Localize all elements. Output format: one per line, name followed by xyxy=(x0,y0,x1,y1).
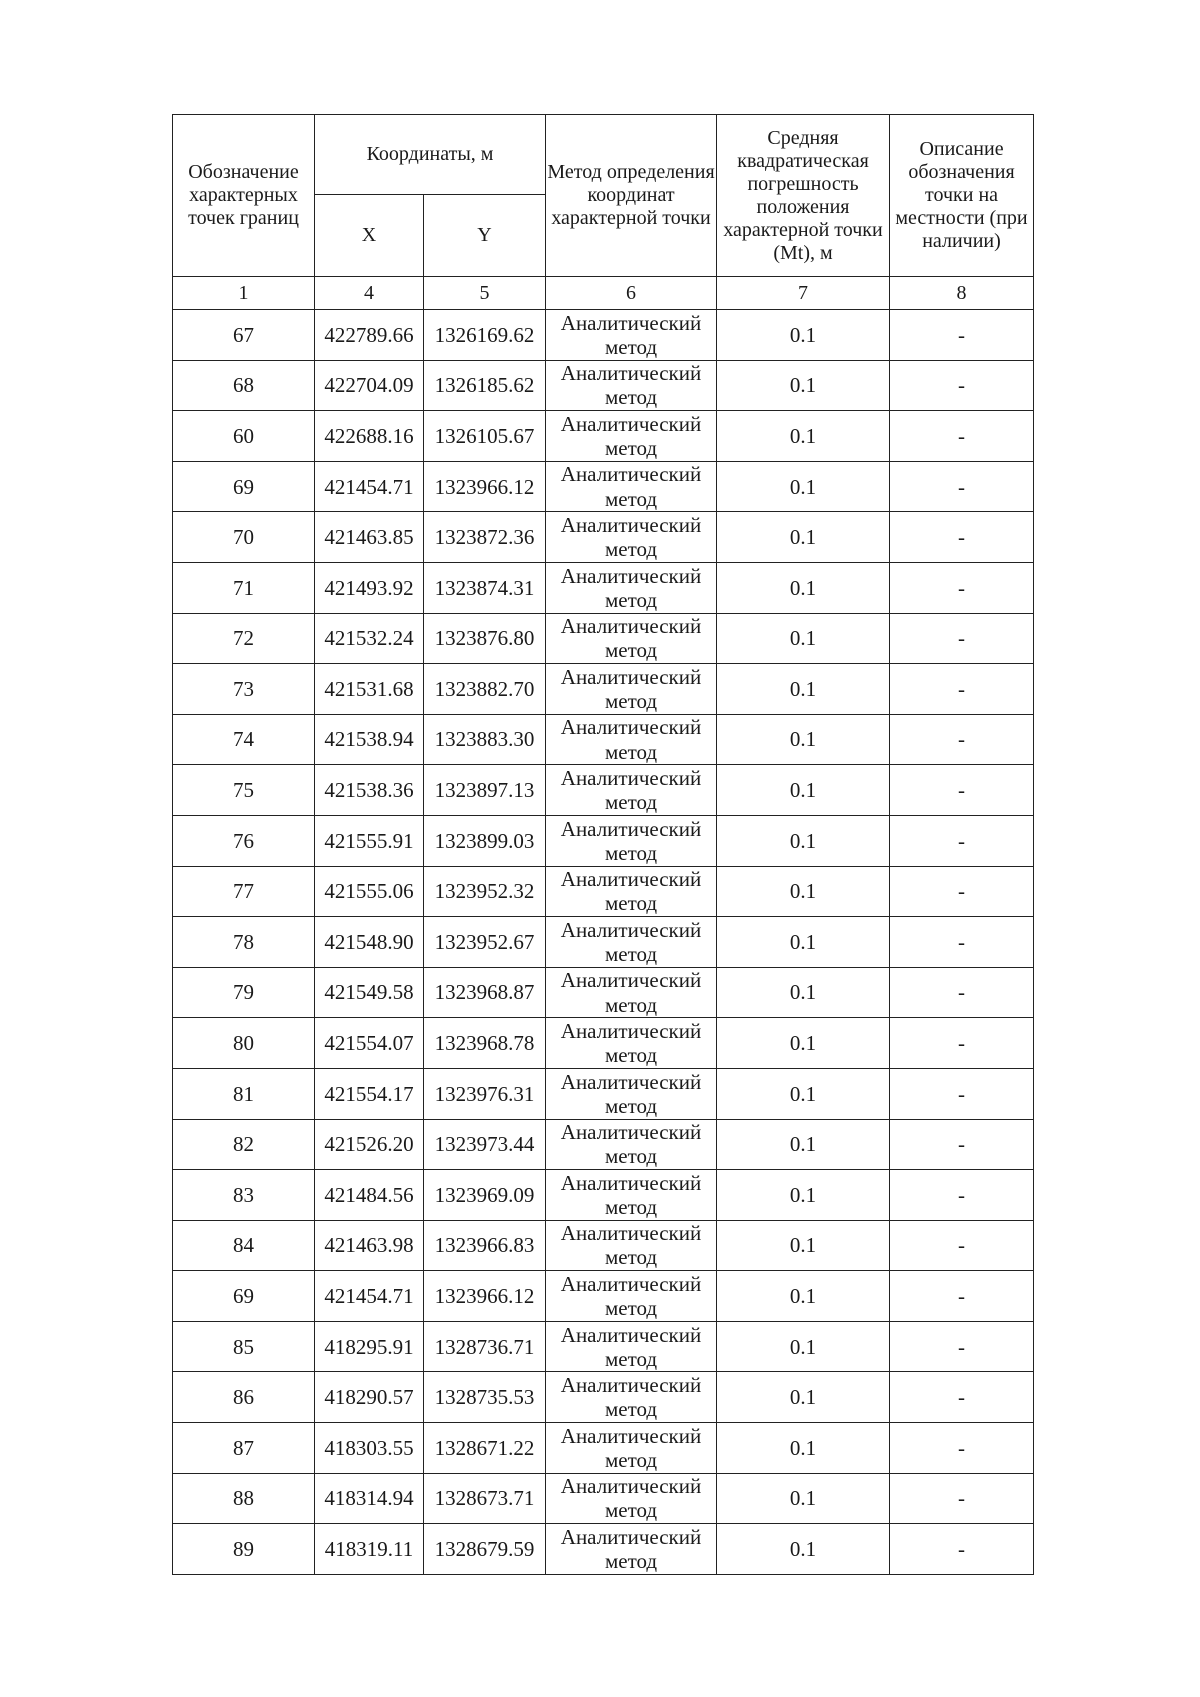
cell-point: 76 xyxy=(173,815,315,866)
cell-x: 422704.09 xyxy=(315,360,424,411)
cell-method: Аналитический метод xyxy=(546,613,717,664)
cell-description: - xyxy=(890,1220,1034,1271)
table-row xyxy=(173,917,1034,968)
cell-mt: 0.1 xyxy=(717,1524,890,1575)
cell-description: - xyxy=(890,360,1034,411)
cell-mt: 0.1 xyxy=(717,664,890,715)
cell-y: 1328679.59 xyxy=(424,1524,546,1575)
column-number-row xyxy=(173,277,1034,310)
cell-y: 1323883.30 xyxy=(424,714,546,765)
cell-x: 421548.90 xyxy=(315,917,424,968)
cell-method: Аналитический метод xyxy=(546,917,717,968)
cell-point: 78 xyxy=(173,917,315,968)
cell-x: 418319.11 xyxy=(315,1524,424,1575)
cell-description: - xyxy=(890,1372,1034,1423)
table-row xyxy=(173,1119,1034,1170)
cell-y: 1328736.71 xyxy=(424,1321,546,1372)
cell-method: Аналитический метод xyxy=(546,1119,717,1170)
cell-y: 1323969.09 xyxy=(424,1170,546,1221)
cell-description: - xyxy=(890,1473,1034,1524)
cell-point: 70 xyxy=(173,512,315,563)
table-row xyxy=(173,1321,1034,1372)
column-number: 4 xyxy=(315,277,424,310)
table-body xyxy=(173,310,1034,1575)
cell-method: Аналитический метод xyxy=(546,461,717,512)
table-row xyxy=(173,1018,1034,1069)
cell-mt: 0.1 xyxy=(717,360,890,411)
cell-mt: 0.1 xyxy=(717,1473,890,1524)
cell-x: 421454.71 xyxy=(315,1271,424,1322)
cell-description: - xyxy=(890,1423,1034,1474)
cell-y: 1323968.87 xyxy=(424,967,546,1018)
cell-description: - xyxy=(890,411,1034,462)
cell-method: Аналитический метод xyxy=(546,512,717,563)
cell-x: 422789.66 xyxy=(315,310,424,361)
cell-point: 89 xyxy=(173,1524,315,1575)
cell-mt: 0.1 xyxy=(717,1119,890,1170)
cell-y: 1323872.36 xyxy=(424,512,546,563)
coordinates-table xyxy=(172,114,1034,1575)
cell-description: - xyxy=(890,765,1034,816)
cell-method: Аналитический метод xyxy=(546,1018,717,1069)
cell-point: 82 xyxy=(173,1119,315,1170)
cell-description: - xyxy=(890,1271,1034,1322)
cell-y: 1323874.31 xyxy=(424,562,546,613)
cell-x: 421454.71 xyxy=(315,461,424,512)
cell-y: 1323966.12 xyxy=(424,461,546,512)
header-coordinates: Координаты, м xyxy=(315,115,546,195)
column-number: 8 xyxy=(890,277,1034,310)
cell-y: 1323952.67 xyxy=(424,917,546,968)
table-row xyxy=(173,765,1034,816)
header-method: Метод определения координат характерной точки xyxy=(546,115,717,277)
cell-method: Аналитический метод xyxy=(546,1524,717,1575)
column-number: 6 xyxy=(546,277,717,310)
cell-method: Аналитический метод xyxy=(546,1473,717,1524)
cell-x: 421531.68 xyxy=(315,664,424,715)
cell-description: - xyxy=(890,613,1034,664)
cell-x: 421554.17 xyxy=(315,1068,424,1119)
table-row xyxy=(173,512,1034,563)
cell-method: Аналитический метод xyxy=(546,1423,717,1474)
cell-description: - xyxy=(890,664,1034,715)
cell-point: 75 xyxy=(173,765,315,816)
cell-x: 418314.94 xyxy=(315,1473,424,1524)
table-row xyxy=(173,967,1034,1018)
cell-description: - xyxy=(890,714,1034,765)
cell-mt: 0.1 xyxy=(717,815,890,866)
table-row xyxy=(173,461,1034,512)
cell-y: 1323976.31 xyxy=(424,1068,546,1119)
cell-description: - xyxy=(890,1321,1034,1372)
table-row xyxy=(173,562,1034,613)
cell-mt: 0.1 xyxy=(717,461,890,512)
cell-mt: 0.1 xyxy=(717,714,890,765)
cell-y: 1326105.67 xyxy=(424,411,546,462)
cell-point: 85 xyxy=(173,1321,315,1372)
cell-point: 79 xyxy=(173,967,315,1018)
table-row xyxy=(173,815,1034,866)
cell-y: 1323899.03 xyxy=(424,815,546,866)
cell-point: 71 xyxy=(173,562,315,613)
cell-mt: 0.1 xyxy=(717,866,890,917)
table-row xyxy=(173,1068,1034,1119)
table-row xyxy=(173,1372,1034,1423)
header-y: Y xyxy=(424,195,546,277)
cell-method: Аналитический метод xyxy=(546,714,717,765)
cell-x: 418290.57 xyxy=(315,1372,424,1423)
table-row xyxy=(173,714,1034,765)
cell-point: 72 xyxy=(173,613,315,664)
table-row xyxy=(173,1220,1034,1271)
header-x: X xyxy=(315,195,424,277)
cell-point: 80 xyxy=(173,1018,315,1069)
cell-method: Аналитический метод xyxy=(546,1068,717,1119)
cell-point: 73 xyxy=(173,664,315,715)
table-row xyxy=(173,613,1034,664)
cell-point: 88 xyxy=(173,1473,315,1524)
cell-x: 421538.94 xyxy=(315,714,424,765)
table-row xyxy=(173,1170,1034,1221)
cell-y: 1323882.70 xyxy=(424,664,546,715)
cell-x: 421526.20 xyxy=(315,1119,424,1170)
cell-y: 1323968.78 xyxy=(424,1018,546,1069)
cell-mt: 0.1 xyxy=(717,1018,890,1069)
cell-x: 418303.55 xyxy=(315,1423,424,1474)
cell-description: - xyxy=(890,815,1034,866)
cell-point: 68 xyxy=(173,360,315,411)
column-number: 1 xyxy=(173,277,315,310)
header-description: Описание обозначения точки на местности (при наличии) xyxy=(890,115,1034,277)
cell-mt: 0.1 xyxy=(717,613,890,664)
cell-method: Аналитический метод xyxy=(546,310,717,361)
cell-mt: 0.1 xyxy=(717,411,890,462)
table-row xyxy=(173,1524,1034,1575)
column-number: 5 xyxy=(424,277,546,310)
table-row xyxy=(173,866,1034,917)
table-row xyxy=(173,1423,1034,1474)
cell-y: 1323876.80 xyxy=(424,613,546,664)
cell-y: 1323973.44 xyxy=(424,1119,546,1170)
cell-point: 81 xyxy=(173,1068,315,1119)
table-row xyxy=(173,411,1034,462)
cell-x: 421554.07 xyxy=(315,1018,424,1069)
cell-mt: 0.1 xyxy=(717,1068,890,1119)
cell-method: Аналитический метод xyxy=(546,1220,717,1271)
cell-mt: 0.1 xyxy=(717,917,890,968)
cell-y: 1323966.12 xyxy=(424,1271,546,1322)
cell-point: 69 xyxy=(173,461,315,512)
cell-point: 69 xyxy=(173,1271,315,1322)
cell-y: 1328673.71 xyxy=(424,1473,546,1524)
cell-x: 421549.58 xyxy=(315,967,424,1018)
cell-description: - xyxy=(890,310,1034,361)
cell-y: 1323966.83 xyxy=(424,1220,546,1271)
table-row xyxy=(173,360,1034,411)
header-designation: Обозначение характерных точек границ xyxy=(173,115,315,277)
cell-mt: 0.1 xyxy=(717,310,890,361)
cell-method: Аналитический метод xyxy=(546,664,717,715)
table-row xyxy=(173,310,1034,361)
table-row xyxy=(173,1473,1034,1524)
cell-point: 86 xyxy=(173,1372,315,1423)
cell-point: 83 xyxy=(173,1170,315,1221)
cell-point: 74 xyxy=(173,714,315,765)
cell-x: 421538.36 xyxy=(315,765,424,816)
table-row xyxy=(173,664,1034,715)
cell-mt: 0.1 xyxy=(717,967,890,1018)
cell-x: 421463.85 xyxy=(315,512,424,563)
cell-description: - xyxy=(890,1524,1034,1575)
column-number: 7 xyxy=(717,277,890,310)
cell-x: 421484.56 xyxy=(315,1170,424,1221)
cell-point: 77 xyxy=(173,866,315,917)
cell-mt: 0.1 xyxy=(717,1372,890,1423)
cell-mt: 0.1 xyxy=(717,765,890,816)
cell-description: - xyxy=(890,866,1034,917)
cell-point: 87 xyxy=(173,1423,315,1474)
cell-y: 1323952.32 xyxy=(424,866,546,917)
header-error: Средняя квадратическая погрешность положения характерной точки (Mt), м xyxy=(717,115,890,277)
cell-description: - xyxy=(890,562,1034,613)
cell-method: Аналитический метод xyxy=(546,765,717,816)
cell-y: 1326169.62 xyxy=(424,310,546,361)
cell-description: - xyxy=(890,917,1034,968)
cell-y: 1326185.62 xyxy=(424,360,546,411)
cell-mt: 0.1 xyxy=(717,1170,890,1221)
cell-mt: 0.1 xyxy=(717,1423,890,1474)
cell-mt: 0.1 xyxy=(717,1220,890,1271)
cell-x: 421463.98 xyxy=(315,1220,424,1271)
cell-description: - xyxy=(890,967,1034,1018)
cell-x: 421532.24 xyxy=(315,613,424,664)
table-row xyxy=(173,1271,1034,1322)
cell-method: Аналитический метод xyxy=(546,1321,717,1372)
cell-description: - xyxy=(890,1170,1034,1221)
cell-mt: 0.1 xyxy=(717,1321,890,1372)
cell-method: Аналитический метод xyxy=(546,562,717,613)
cell-point: 60 xyxy=(173,411,315,462)
cell-x: 421555.91 xyxy=(315,815,424,866)
cell-description: - xyxy=(890,1119,1034,1170)
cell-method: Аналитический метод xyxy=(546,1170,717,1221)
cell-description: - xyxy=(890,1018,1034,1069)
cell-y: 1328671.22 xyxy=(424,1423,546,1474)
cell-x: 422688.16 xyxy=(315,411,424,462)
cell-method: Аналитический метод xyxy=(546,815,717,866)
cell-description: - xyxy=(890,461,1034,512)
cell-point: 84 xyxy=(173,1220,315,1271)
cell-x: 421555.06 xyxy=(315,866,424,917)
cell-mt: 0.1 xyxy=(717,512,890,563)
cell-method: Аналитический метод xyxy=(546,1271,717,1322)
cell-x: 418295.91 xyxy=(315,1321,424,1372)
cell-description: - xyxy=(890,1068,1034,1119)
cell-y: 1323897.13 xyxy=(424,765,546,816)
cell-method: Аналитический метод xyxy=(546,1372,717,1423)
cell-method: Аналитический метод xyxy=(546,411,717,462)
cell-method: Аналитический метод xyxy=(546,967,717,1018)
cell-y: 1328735.53 xyxy=(424,1372,546,1423)
cell-point: 67 xyxy=(173,310,315,361)
cell-description: - xyxy=(890,512,1034,563)
cell-method: Аналитический метод xyxy=(546,360,717,411)
cell-mt: 0.1 xyxy=(717,562,890,613)
cell-x: 421493.92 xyxy=(315,562,424,613)
cell-method: Аналитический метод xyxy=(546,866,717,917)
cell-mt: 0.1 xyxy=(717,1271,890,1322)
